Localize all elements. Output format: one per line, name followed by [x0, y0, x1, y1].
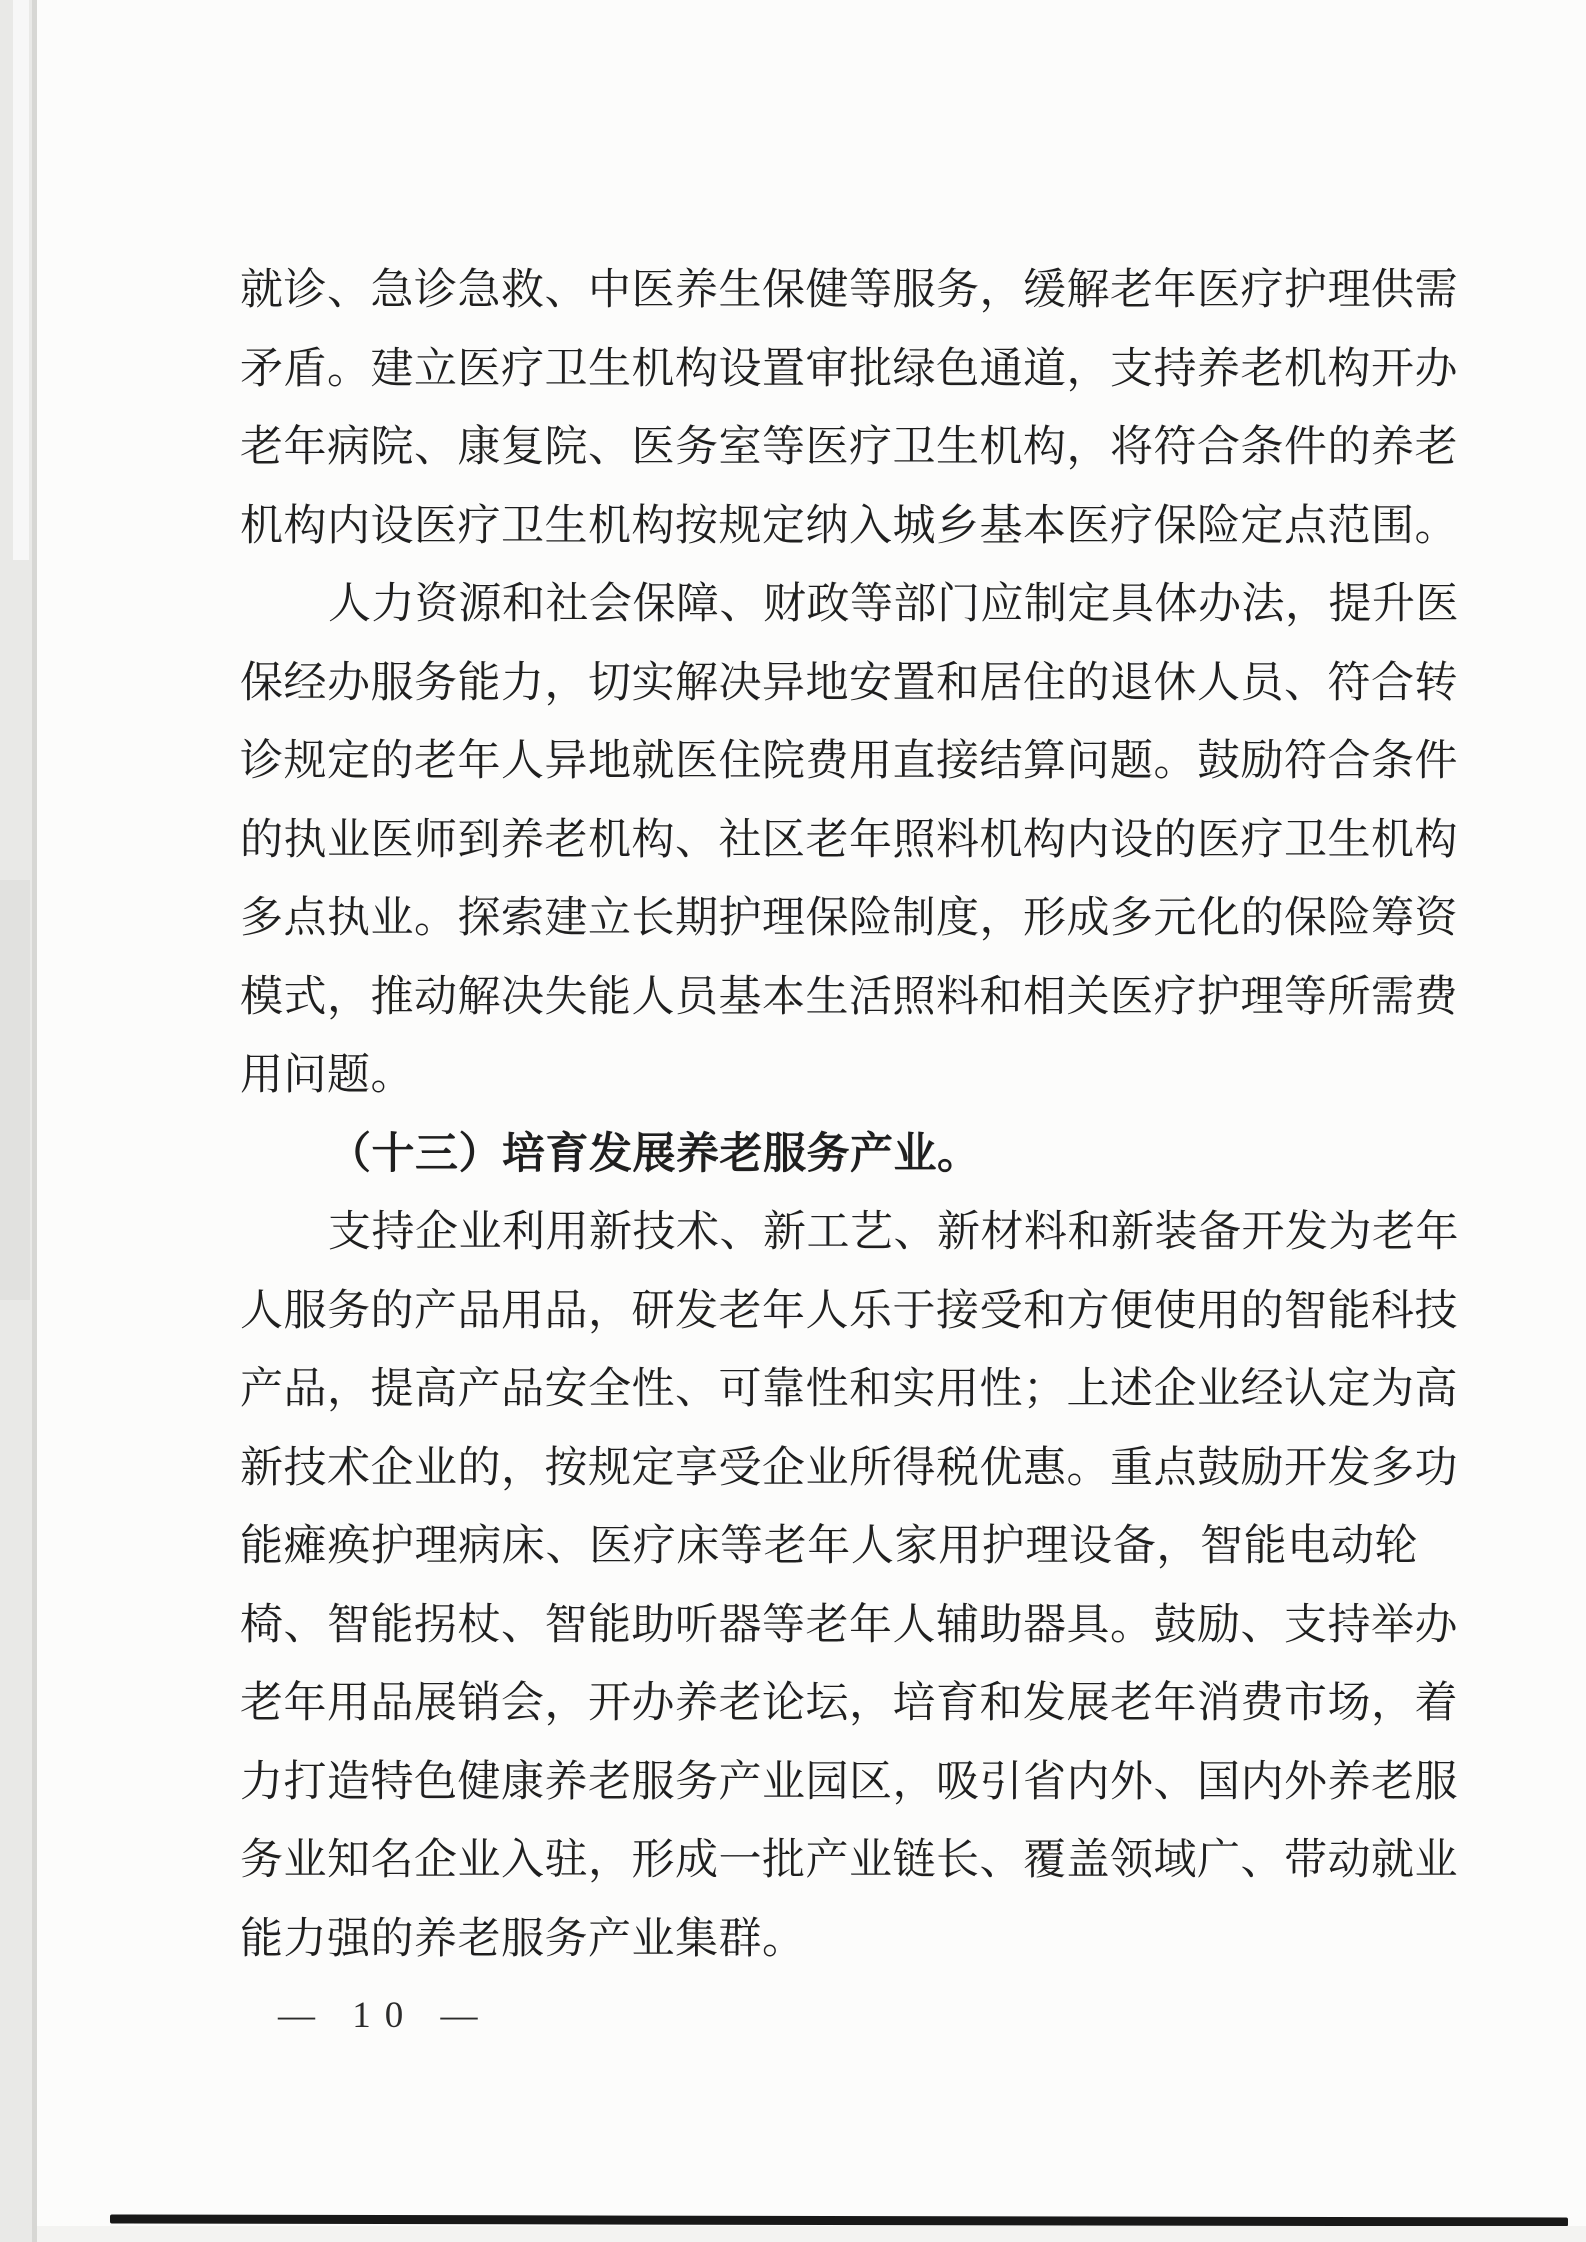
text-line: 务业知名企业入驻，形成一批产业链长、覆盖领域广、带动就业	[240, 1837, 1458, 1884]
scan-edge-inner-line	[32, 0, 37, 2242]
text-line: 能力强的养老服务产业集群。	[240, 1915, 806, 1963]
scan-edge-smudge	[0, 880, 30, 1300]
page-number: — 10 —	[278, 1995, 492, 2036]
text-line: 多点执业。探索建立长期护理保险制度，形成多元化的保险筹资	[240, 895, 1458, 942]
text-line: 矛盾。建立医疗卫生机构设置审批绿色通道，支持养老机构开办	[240, 345, 1458, 393]
text-line: 力打造特色健康养老服务产业园区，吸引省内外、国内外养老服	[240, 1758, 1458, 1806]
scan-bottom-margin	[37, 2226, 1586, 2242]
text-line: 保经办服务能力，切实解决异地安置和居住的退休人员、符合转	[240, 659, 1458, 707]
text-line: 人力资源和社会保障、财政等部门应制定具体办法，提升医	[328, 581, 1459, 628]
text-line: 的执业医师到养老机构、社区老年照料机构内设的医疗卫生机构	[240, 816, 1458, 864]
text-line: 人服务的产品用品，研发老年人乐于接受和方便使用的智能科技	[240, 1287, 1458, 1335]
text-line: 支持企业利用新技术、新工艺、新材料和新装备开发为老年	[328, 1209, 1459, 1256]
text-line: 就诊、急诊急救、中医养生保健等服务，缓解老年医疗护理供需	[240, 267, 1458, 314]
scan-bottom-line	[110, 2214, 1568, 2226]
text-line: 产品，提高产品安全性、可靠性和实用性；上述企业经认定为高	[240, 1366, 1458, 1413]
text-line: 机构内设医疗卫生机构按规定纳入城乡基本医疗保险定点范围。	[240, 502, 1458, 550]
text-line: 能瘫痪护理病床、医疗床等老年人家用护理设备，智能电动轮	[240, 1523, 1418, 1570]
text-line: 老年病院、康复院、医务室等医疗卫生机构，将符合条件的养老	[240, 424, 1458, 471]
text-line: 诊规定的老年人异地就医住院费用直接结算问题。鼓励符合条件	[240, 738, 1458, 785]
text-line: 用问题。	[240, 1052, 414, 1099]
scan-edge-strip	[0, 0, 37, 2242]
text-line: 老年用品展销会，开办养老论坛，培育和发展老年消费市场，着	[240, 1680, 1458, 1727]
text-line: 新技术企业的，按规定享受企业所得税优惠。重点鼓励开发多功	[240, 1444, 1458, 1492]
text-line: 模式，推动解决失能人员基本生活照料和相关医疗护理等所需费	[240, 973, 1458, 1021]
text-line: 椅、智能拐杖、智能助听器等老年人辅助器具。鼓励、支持举办	[240, 1601, 1458, 1649]
section-heading: （十三）培育发展养老服务产业。	[328, 1130, 981, 1178]
document-text	[240, 252, 1459, 1979]
scan-edge-highlight	[13, 0, 29, 560]
